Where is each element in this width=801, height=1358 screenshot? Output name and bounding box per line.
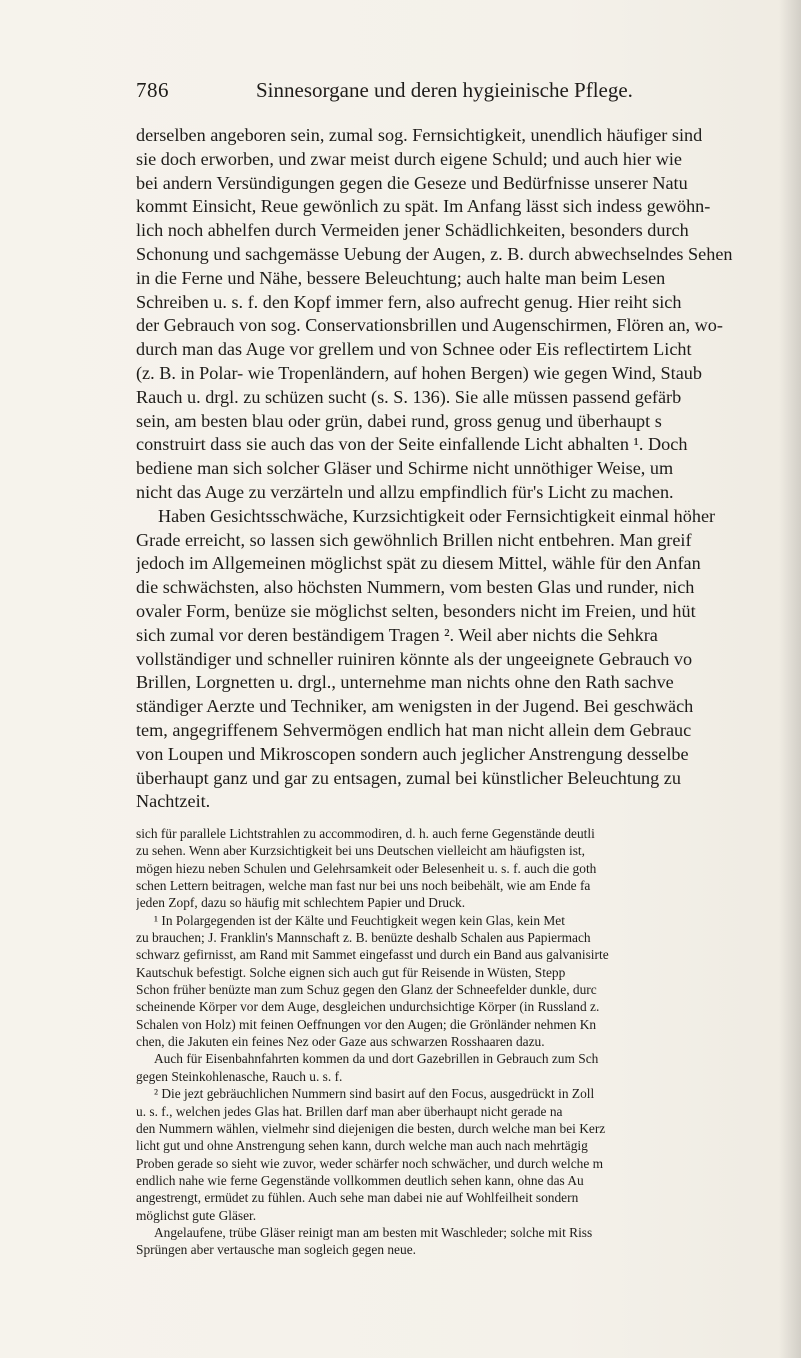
footnote-line: schwarz gefirnisst, am Rand mit Sammet eingefasst und durch ein Band aus galvanisirte xyxy=(136,947,609,963)
footnote-line: Schalen von Holz) mit feinen Oeffnungen vor den Augen; die Grönländer nehmen Kn xyxy=(136,1016,597,1032)
footnote-line: zu brauchen; J. Franklin's Mannschaft z. B. benüzte deshalb Schalen aus Papiermach xyxy=(136,930,591,946)
body-line: der Gebrauch von sog. Conservationsbrillen und Augenschirmen, Flören an, wo- xyxy=(136,315,723,336)
footnote-line: u. s. f., welchen jedes Glas hat. Brillen darf man aber überhaupt nicht gerade na xyxy=(136,1103,563,1119)
body-line: sich zumal vor deren beständigem Tragen ². Weil aber nichts die Sehkra xyxy=(136,624,658,645)
body-line: derselben angeboren sein, zumal sog. Fernsichtigkeit, unendlich häufiger sind xyxy=(136,125,703,145)
body-line: sein, am besten blau oder grün, dabei rund, gross genug und überhaupt s xyxy=(136,410,662,431)
body-line: Brillen, Lorgnetten u. drgl., unternehme man nichts ohne den Rath sachve xyxy=(136,672,674,693)
footnote-line: Angelaufene, trübe Gläser reinigt man am besten mit Waschleder; solche mit Riss xyxy=(154,1224,593,1240)
footnote-line: ² Die jezt gebräuchlichen Nummern sind basirt auf den Focus, ausgedrückt in Zoll xyxy=(154,1086,595,1102)
footnote-line: den Nummern wählen, vielmehr sind diejenigen die besten, durch welche man bei Kerz xyxy=(136,1120,606,1136)
footnote-line: zu sehen. Wenn aber Kurzsichtigkeit bei uns Deutschen vielleicht am häufigsten ist, xyxy=(136,843,585,859)
body-line: ovaler Form, benüze sie möglichst selten, besonders nicht im Freien, und hüt xyxy=(136,600,696,621)
body-line: bediene man sich solcher Gläser und Schirme nicht unnöthiger Weise, um xyxy=(136,458,674,479)
running-head: Sinnesorgane und deren hygieinische Pflege. xyxy=(256,78,633,102)
footnote-line: gegen Steinkohlenasche, Rauch u. s. f. xyxy=(136,1068,343,1084)
main-text xyxy=(136,124,784,814)
body-line: (z. B. in Polar- wie Tropenländern, auf hohen Bergen) wie gegen Wind, Staub xyxy=(136,362,702,383)
body-line: Grade erreicht, so lassen sich gewöhnlich Brillen nicht entbehren. Man greif xyxy=(136,529,692,550)
page-number: 786 xyxy=(136,78,169,102)
footnote-line: sich für parallele Lichtstrahlen zu accommodiren, d. h. auch ferne Gegenstände deutli xyxy=(136,826,595,841)
body-line: Haben Gesichtsschwäche, Kurzsichtigkeit oder Fernsichtigkeit einmal höher xyxy=(158,505,716,526)
footnote-line: ¹ In Polargegenden ist der Kälte und Feuchtigkeit wegen kein Glas, kein Met xyxy=(154,912,565,928)
body-line: kommt Einsicht, Reue gewönlich zu spät. Im Anfang lässt sich indess gewöhn- xyxy=(136,196,711,217)
footnote-line: angestrengt, ermüdet zu fühlen. Auch sehe man dabei nie auf Wohlfeilheit sondern xyxy=(136,1190,579,1206)
body-line: Schreiben u. s. f. den Kopf immer fern, also aufrecht genug. Hier reiht sich xyxy=(136,291,682,312)
footnote-line: chen, die Jakuten ein feines Nez oder Gaze aus schwarzen Rosshaaren dazu. xyxy=(136,1034,545,1050)
body-line: tem, angegriffenem Sehvermögen endlich hat man nicht allein dem Gebrauc xyxy=(136,719,692,740)
footnote-line: möglichst gute Gläser. xyxy=(136,1207,257,1223)
footnote-line: jeden Zopf, dazu so häufig mit schlechtem Papier und Druck. xyxy=(136,895,466,911)
body-line: überhaupt ganz und gar zu entsagen, zumal bei künstlicher Beleuchtung zu xyxy=(136,767,681,788)
body-line: die schwächsten, also höchsten Nummern, vom besten Glas und runder, nich xyxy=(136,577,695,598)
footnote-line: Kautschuk befestigt. Solche eignen sich auch gut für Reisende in Wüsten, Stepp xyxy=(136,964,566,980)
body-line: ständiger Aerzte und Techniker, am wenigsten in der Jugend. Bei geschwäch xyxy=(136,696,694,717)
body-line: vollständiger und schneller ruiniren könnte als der ungeeignete Gebrauch vo xyxy=(136,648,693,669)
footnote-line: Sprüngen aber vertausche man sogleich gegen neue. xyxy=(136,1242,416,1258)
body-line: construirt dass sie auch das von der Seite einfallende Licht abhalten ¹. Doch xyxy=(136,434,688,455)
body-line: von Loupen und Mikroscopen sondern auch jeglicher Anstrengung desselbe xyxy=(136,743,689,764)
page-header xyxy=(136,78,786,110)
body-line: sie doch erworben, und zwar meist durch eigene Schuld; und auch hier wie xyxy=(136,148,682,169)
footnotes xyxy=(136,825,784,1259)
body-line: jedoch im Allgemeinen möglichst spät zu diesem Mittel, wähle für den Anfan xyxy=(136,553,701,574)
footnote-line: schen Lettern beitragen, welche man fast nur bei uns noch beibehält, wie am Ende fa xyxy=(136,878,591,894)
footnote-line: scheinende Körper vor dem Auge, desgleichen undurchsichtige Körper (in Russland z. xyxy=(136,999,600,1015)
footnote-line: endlich nahe wie ferne Gegenstände vollkommen deutlich sehen kann, ohne das Au xyxy=(136,1172,584,1188)
body-line: bei andern Versündigungen gegen die Geseze und Bedürfnisse unserer Natu xyxy=(136,172,688,193)
body-line: Schonung und sachgemässe Uebung der Augen, z. B. durch abwechselndes Sehen xyxy=(136,243,733,264)
footnote-line: licht gut und ohne Anstrengung sehen kann, durch welche man auch nach mehrtägig xyxy=(136,1138,588,1154)
body-line: nicht das Auge zu verzärteln und allzu empfindlich für's Licht zu machen. xyxy=(136,481,674,502)
body-line: Rauch u. drgl. zu schüzen sucht (s. S. 136). Sie alle müssen passend gefärb xyxy=(136,386,682,407)
body-line: lich noch abhelfen durch Vermeiden jener Schädlichkeiten, besonders durch xyxy=(136,220,689,241)
footnote-line: mögen hiezu neben Schulen und Gelehrsamkeit oder Belesenheit u. s. f. auch die goth xyxy=(136,860,597,876)
footnote-line: Proben gerade so sieht wie zuvor, weder schärfer noch schwächer, und durch welche m xyxy=(136,1155,604,1171)
body-line: Nachtzeit. xyxy=(136,791,211,812)
body-line: durch man das Auge vor grellem und von Schnee oder Eis reflectirtem Licht xyxy=(136,339,692,360)
body-line: in die Ferne und Nähe, bessere Beleuchtung; auch halte man beim Lesen xyxy=(136,267,666,288)
footnote-line: Auch für Eisenbahnfahrten kommen da und dort Gazebrillen in Gebrauch zum Sch xyxy=(154,1051,599,1067)
footnote-line: Schon früher benüzte man zum Schuz gegen den Glanz der Schneefelder dunkle, durc xyxy=(136,982,597,998)
